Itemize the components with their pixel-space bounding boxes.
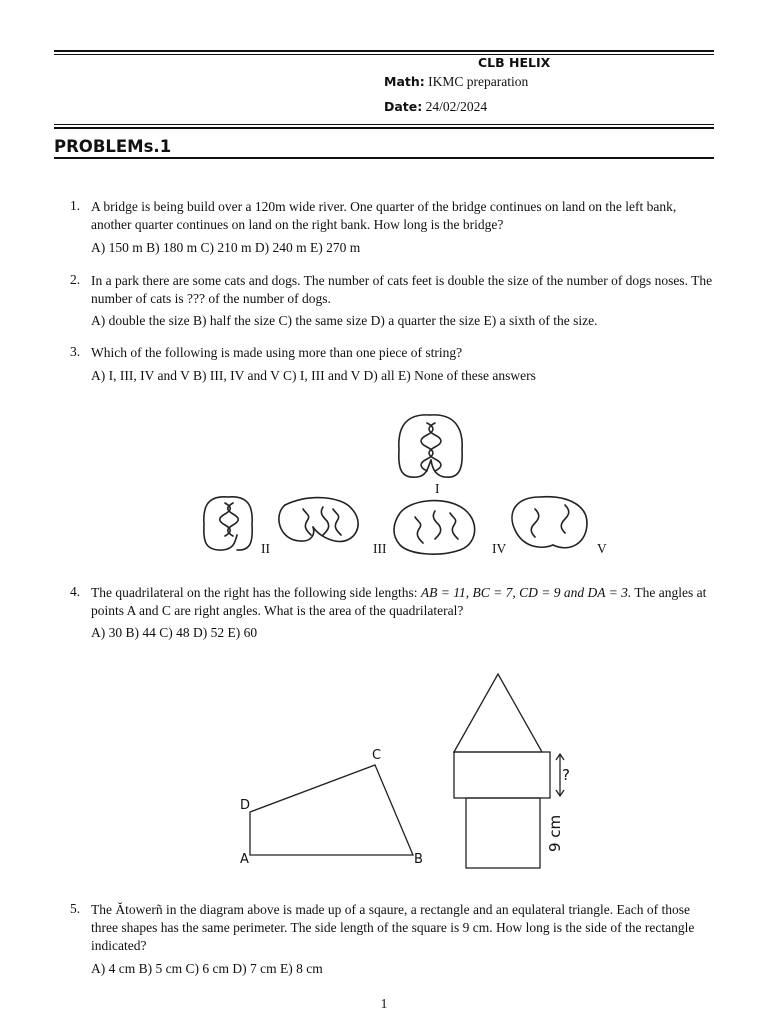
page-number: 1	[380, 996, 388, 1011]
problem-text: The Ătowerñ in the diagram above is made up of a sqaure, a rectangle and an equlateral triangle. Each of those three shapes has the same perimeter. The side length of the square is 9 cm. How long is the side of the rectangle indicated?	[91, 902, 695, 953]
problem-text: Which of the following is made using more than one piece of string?	[91, 345, 463, 360]
problem-number: 4.	[70, 584, 81, 599]
problem-number: 5.	[70, 901, 81, 916]
tower-side-label: 9 cm	[546, 814, 564, 852]
problem-number: 1.	[70, 198, 81, 213]
knot-label-v: V	[597, 541, 607, 556]
knots-figure	[195, 405, 620, 565]
knot-label-ii: II	[261, 541, 270, 556]
problem-answers: A) double the size B) half the size C) the same size D) a quarter the size E) a sixth of the size.	[91, 313, 598, 328]
subject-label: Math:	[384, 74, 425, 89]
knot-v-icon	[512, 497, 587, 548]
problem-answers: A) I, III, IV and V B) III, IV and V C) I, III and V D) all E) None of these answers	[91, 368, 536, 383]
date-value: 24/02/2024	[425, 99, 488, 114]
vertex-label-c: C	[372, 748, 382, 763]
org-name: CLB HELIX	[478, 55, 551, 70]
knot-label-i: I	[435, 481, 440, 496]
problem-text-b: The angles at points A and C are right angles. What is the area of the quadrilateral?	[91, 585, 707, 618]
knot-iii-icon	[279, 498, 358, 542]
header-bottom-rule	[54, 124, 714, 125]
problem-text	[91, 584, 715, 620]
problem-text-a: The quadrilateral on the right has the following side lengths:	[91, 585, 421, 600]
header-bottom-rule-2	[54, 127, 714, 129]
problem-answers: A) 4 cm B) 5 cm C) 6 cm D) 7 cm E) 8 cm	[91, 961, 323, 976]
problem-answers: A) 150 m B) 180 m C) 210 m D) 240 m E) 270 m	[91, 240, 361, 255]
problem-text: A bridge is being build over a 120m wide river. One quarter of the bridge continues on land on the left bank, another quarter continues on land on the right bank. How long is the bridge?	[91, 199, 677, 232]
problem-answers: A) 30 B) 44 C) 48 D) 52 E) 60	[91, 625, 258, 640]
vertex-label-d: D	[240, 798, 251, 813]
knot-iv-icon	[394, 501, 475, 555]
problem-number: 2.	[70, 272, 81, 287]
vertex-label-b: B	[414, 852, 423, 867]
header-top-rule-2	[54, 54, 714, 55]
date-label: Date:	[384, 99, 423, 114]
vertex-label-a: A	[240, 852, 249, 867]
quadrilateral-figure	[230, 745, 430, 870]
knot-label-iii: III	[373, 541, 387, 556]
side-lengths-math: AB = 11, BC = 7, CD = 9 and DA = 3.	[420, 585, 632, 600]
header-top-rule	[54, 50, 714, 52]
date-line	[384, 99, 487, 115]
knot-ii-icon	[204, 497, 252, 550]
section-title: PROBLEMs.1	[54, 137, 172, 156]
knot-i-icon	[399, 415, 462, 477]
knot-label-iv: IV	[492, 541, 507, 556]
section-title-rule	[54, 157, 714, 159]
problem-text: In a park there are some cats and dogs. The number of cats feet is double the size of the number of dogs noses. The number of cats is ??? of the number of dogs.	[91, 273, 713, 306]
tower-height-label: ?	[562, 766, 570, 784]
problem-number: 3.	[70, 344, 81, 359]
subject-value: IKMC preparation	[428, 74, 529, 89]
subject-line	[384, 74, 528, 90]
